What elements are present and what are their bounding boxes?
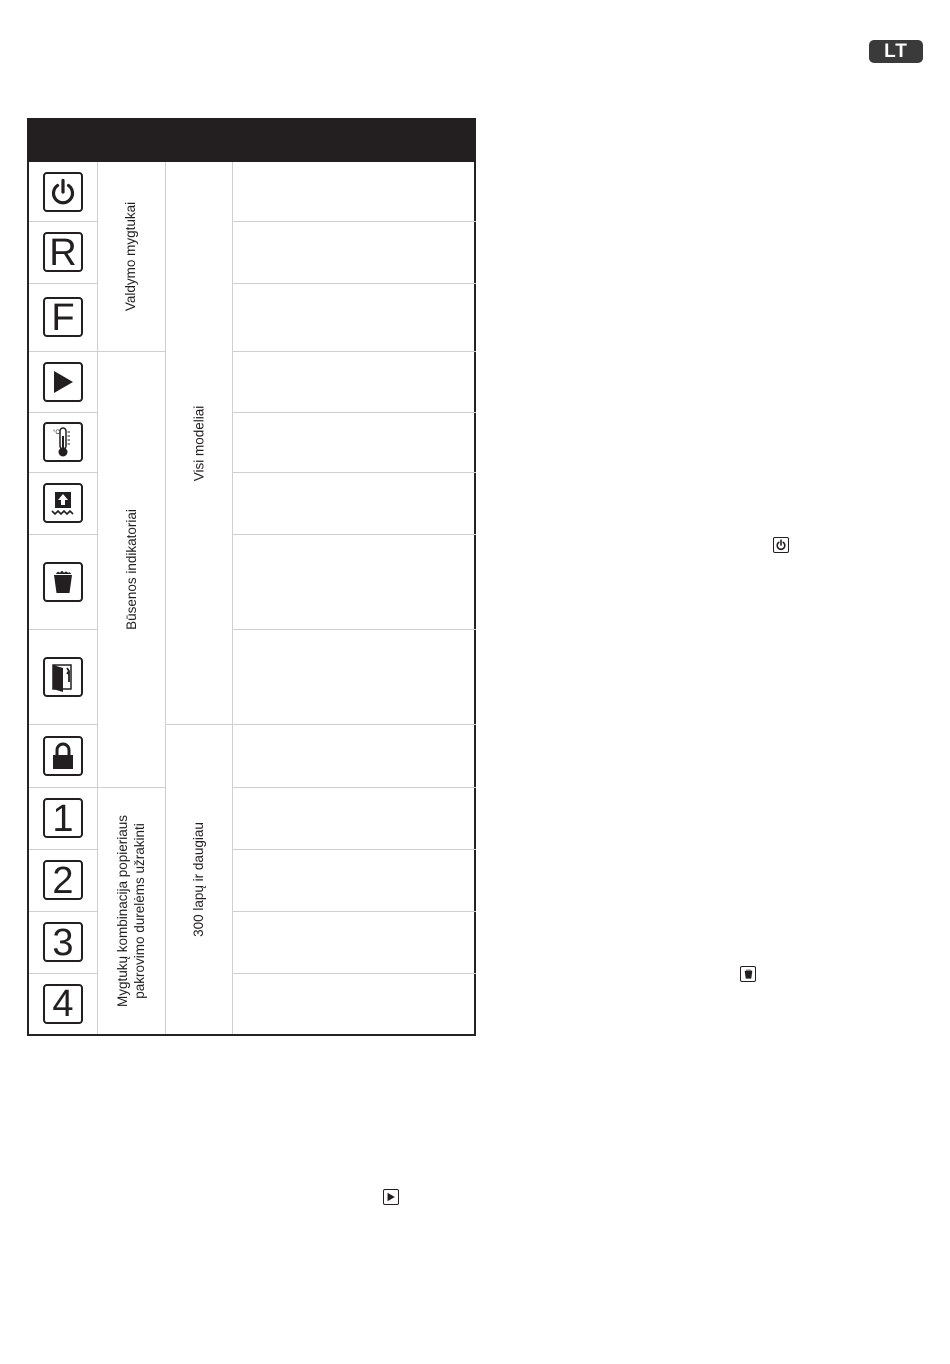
table-row — [29, 973, 97, 1034]
language-badge: LT — [869, 40, 923, 63]
table-row — [29, 351, 97, 412]
table-row — [29, 472, 97, 534]
digit-3-icon: 3 — [43, 922, 83, 962]
r-letter-icon: R — [43, 232, 83, 272]
table-row — [29, 849, 97, 911]
table-row — [29, 629, 97, 724]
bin-icon — [740, 966, 756, 982]
table-row — [29, 534, 97, 629]
model-label-300-sheets: 300 lapų ir daugiau — [191, 821, 206, 937]
model-label-all-models: Visi modeliai — [191, 405, 207, 481]
table-row — [29, 911, 97, 973]
power-icon — [43, 172, 83, 212]
digit-2-icon: 2 — [43, 860, 83, 900]
f-letter-icon: F — [43, 297, 83, 337]
table-row — [29, 724, 97, 787]
svg-text:°C: °C — [53, 430, 60, 436]
control-panel-table — [27, 118, 476, 1036]
group-label-status-indicators: Būsenos indikatoriai — [123, 508, 139, 630]
bin-icon — [43, 562, 83, 602]
thermometer-icon — [43, 422, 83, 462]
digit-4-icon: 4 — [43, 984, 83, 1024]
lock-icon — [43, 736, 83, 776]
table-row — [29, 283, 97, 351]
play-icon — [383, 1189, 399, 1205]
play-icon — [43, 362, 83, 402]
table-row — [29, 412, 97, 472]
group-label-control-buttons: Valdymo mygtukai — [123, 201, 139, 312]
power-icon — [773, 537, 789, 553]
table-row — [29, 162, 97, 221]
door-icon — [43, 657, 83, 697]
table-row — [29, 787, 97, 849]
digit-1-icon: 1 — [43, 798, 83, 838]
paper-tray-icon — [43, 483, 83, 523]
table-header — [27, 118, 476, 162]
group-label-button-combination: Mygtukų kombinacija popieriaus pakrovimo durelėms užrakinti — [115, 814, 148, 1007]
table-row — [29, 221, 97, 283]
